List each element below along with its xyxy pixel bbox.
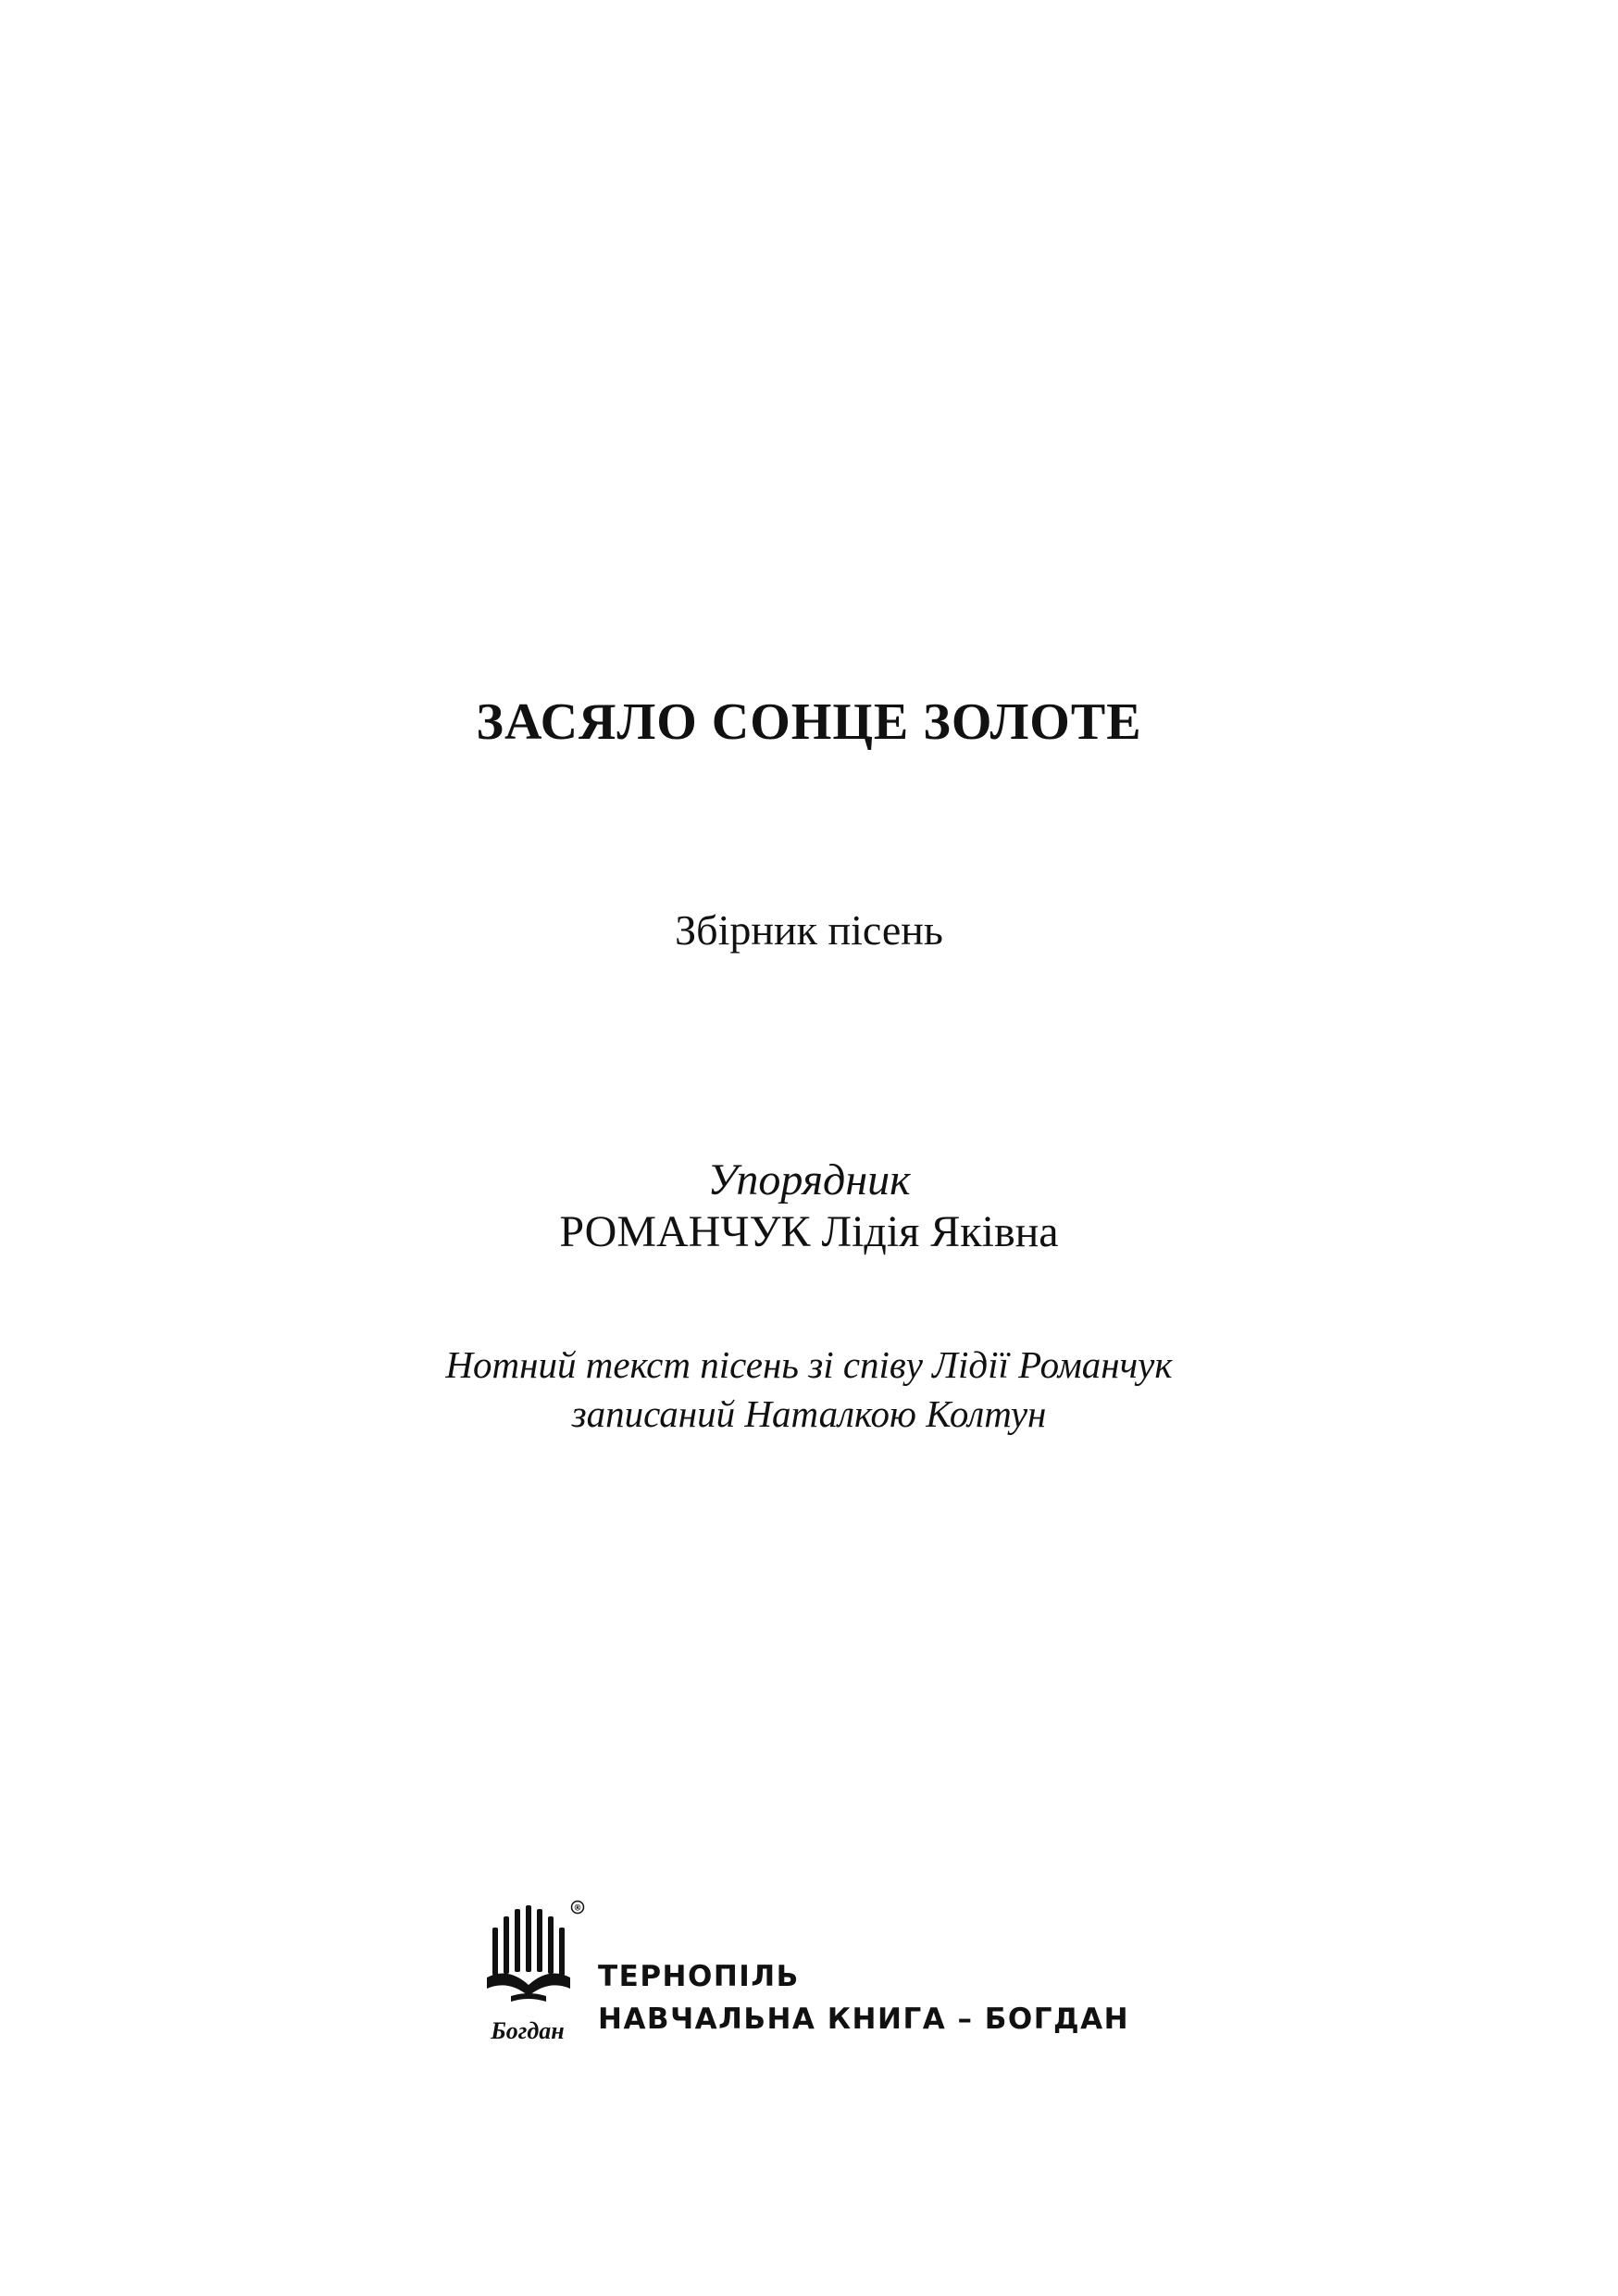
music-note-line-1: Нотний текст пісень зі співу Лідії Романчук <box>445 1343 1173 1386</box>
registered-mark: ® <box>573 1903 582 1914</box>
publisher-logo <box>483 1900 585 2048</box>
book-subtitle: Збірник пісень <box>675 906 943 954</box>
compiler-name: РОМАНЧУК Лідія Яківна <box>559 1207 1059 1256</box>
book-title: ЗАСЯЛО СОНЦЕ ЗОЛОТЕ <box>476 693 1142 751</box>
book-sheaf-icon <box>483 1900 585 2048</box>
publisher-name: НАВЧАЛЬНА КНИГА – БОГДАН <box>598 2003 1130 2036</box>
logo-wordmark: Богдан <box>491 2017 565 2044</box>
publisher-city: ТЕРНОПІЛЬ <box>598 1960 800 1993</box>
music-note-line-2: записаний Наталкою Колтун <box>571 1392 1047 1435</box>
compiler-role: Упорядник <box>707 1155 911 1204</box>
